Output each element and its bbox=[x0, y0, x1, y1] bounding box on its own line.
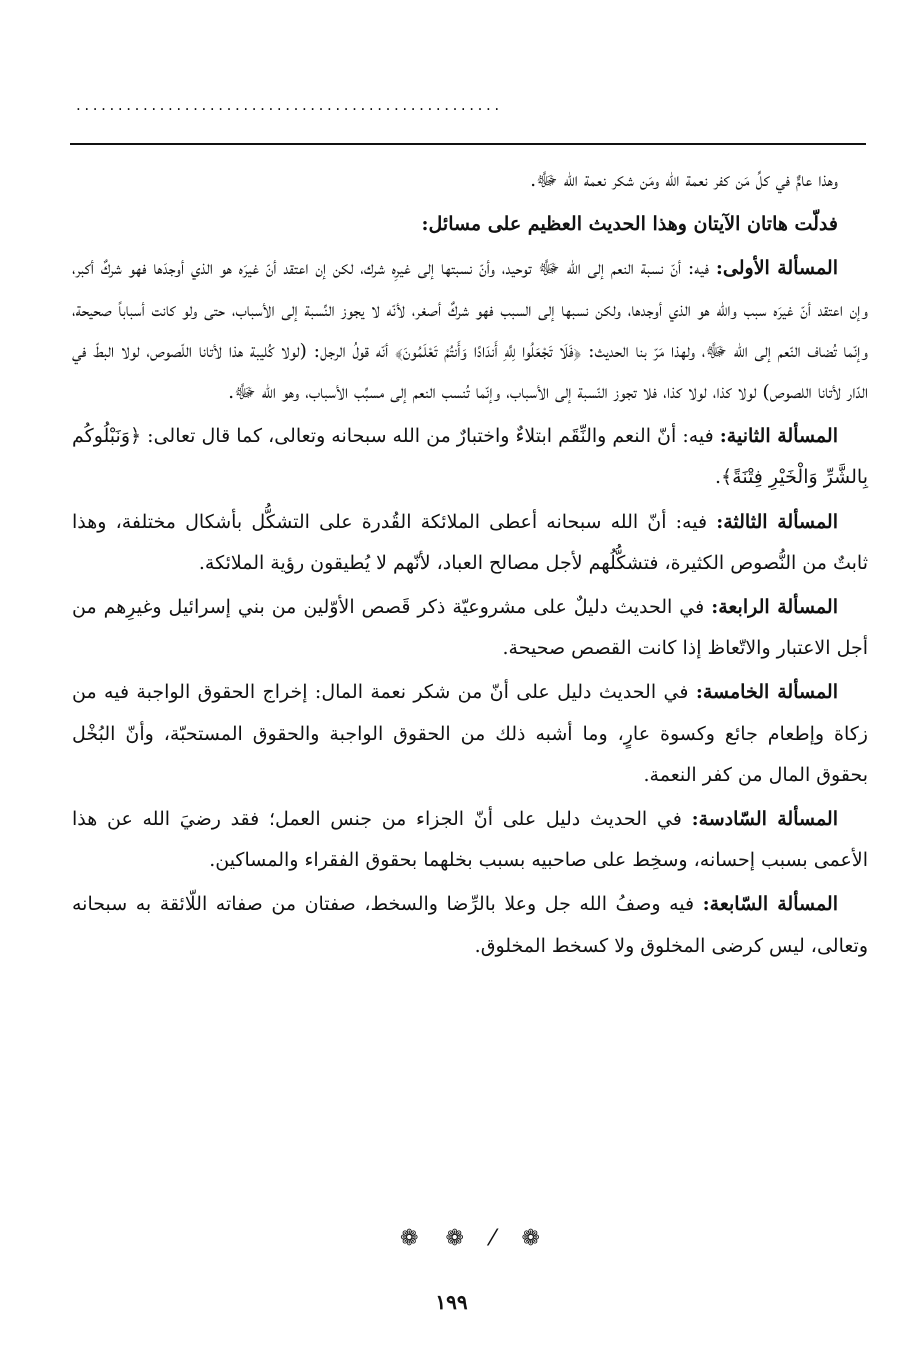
paragraph-text: فيه: أنّ الله سبحانه أعطى الملائكة القُدرة على التشكُّل بأشكال مختلفة، وهذا ثابتٌ من النُّصوص الكثيرة، فتشكُّلُهم لأجل مصالح العباد، لأنّهم لا يُطيقون رؤية الملائكة. bbox=[72, 510, 868, 574]
section-end-ornament: ❁ ⁄ ❁ ❁ bbox=[400, 1226, 550, 1251]
header-dotted-line: ................................................... bbox=[76, 96, 503, 114]
paragraph-text: في الحديث دليلٌ على مشروعيّة ذكر قَصص الأوّلين من بني إسرائيل وغيرِهم من أجل الاعتبار والاتّعاظ إذا كانت القصص صحيحة. bbox=[72, 596, 868, 660]
paragraph-label: المسألة الأولى: bbox=[715, 257, 838, 280]
paragraph-label: المسألة الثانية: bbox=[719, 425, 838, 448]
paragraph-label: المسألة الثالثة: bbox=[716, 510, 838, 533]
paragraph-issues-heading bbox=[72, 204, 868, 245]
paragraph-text: فيه: أنّ النعم والنِّقَم ابتلاءٌ واختبارٌ من الله سبحانه وتعالى، كما قال تعالى: ﴿وَنَبْلُوكُم بِالشَّرِّ وَالْخَيْرِ فِتْنَةً﴾. bbox=[72, 425, 868, 489]
paragraph-label: المسألة الرابعة: bbox=[711, 596, 838, 619]
paragraph-text: في الحديث دليل على أنّ من شكر نعمة المال: إخراج الحقوق الواجبة فيه من زكاة وإطعام جائع وكسوة عارٍ، وما أشبه ذلك من الحقوق الواجبة والحقوق المستحبّة، وأنّ البُخْل بحقوق المال من كفر النعمة. bbox=[72, 681, 868, 786]
paragraph-label: المسألة الخامسة: bbox=[695, 681, 838, 704]
paragraph-issue-1 bbox=[72, 248, 868, 413]
paragraph-issue-2 bbox=[72, 416, 868, 498]
paragraph-issue-6 bbox=[72, 799, 868, 881]
paragraph-label: فدلّت هاتان الآيتان وهذا الحديث العظيم على مسائل: bbox=[421, 213, 838, 236]
paragraph-issue-4 bbox=[72, 587, 868, 669]
page-number: ١٩٩ bbox=[435, 1290, 468, 1314]
paragraph-text: وهذا عامٌّ في كلِّ مَن كفر نعمة الله ومَن شكر نعمة الله ﷻ. bbox=[530, 169, 838, 191]
paragraph-issue-5 bbox=[72, 672, 868, 796]
paragraph-issue-3 bbox=[72, 502, 868, 584]
header-rule bbox=[70, 143, 866, 145]
paragraph-text: فيه: أنّ نسبة النعم إلى الله ﷻ توحيد، وأنّ نسبتها إلى غيرِه شرك، لكن إن اعتقد أنّ غيرَه هو الذي أوجدَها فهو شركٌ أكبر، وإن اعتقد أنّ غيرَه سبب والله هو الذي أوجدها، ولكن نسبها إلى السبب فهو شركٌ أصغر، لأنّه لا يجوز النِّسبة إلى الأسباب، حتى ولو كانت أسباباً صحيحة، وإنّما تُضاف النّعم إلى الله ﷻ، ولهذا مَرّ بنا الحديث: ﴿فَلَا تَجْعَلُوا لِلَّهِ أَندَادًا وَأَنتُمْ تَعْلَمُونَ﴾ أنّه قولُ الرجل: (لولا كُليبة هذا لأتانا اللّصوص، لولا البطّ في الدّار لأتانا اللصوص) لولا كذا، لولا كذا، فلا تجوز النّسبة إلى الأسباب، وإنّما تُنسب النعم إلى مسبِّب الأسباب، وهو الله ﷻ. bbox=[72, 257, 868, 404]
paragraph-text: فيه وصفُ الله جل وعلا بالرِّضا والسخط، صفتان من صفاته اللّائقة به سبحانه وتعالى، ليس كرضى المخلوق ولا كسخط المخلوق. bbox=[72, 893, 868, 957]
paragraph-label: المسألة السّادسة: bbox=[691, 808, 838, 831]
paragraph-issue-7 bbox=[72, 884, 868, 966]
page-body bbox=[72, 160, 868, 970]
paragraph-text: في الحديث دليل على أنّ الجزاء من جنس العمل؛ فقد رضيَ الله عن هذا الأعمى بسبب إحسانه، وسخِط على صاحبيه بسبب بخلهما بحقوق الفقراء والمساكين. bbox=[72, 808, 868, 872]
paragraph-label: المسألة السّابعة: bbox=[702, 893, 838, 916]
paragraph-intro bbox=[72, 160, 868, 201]
